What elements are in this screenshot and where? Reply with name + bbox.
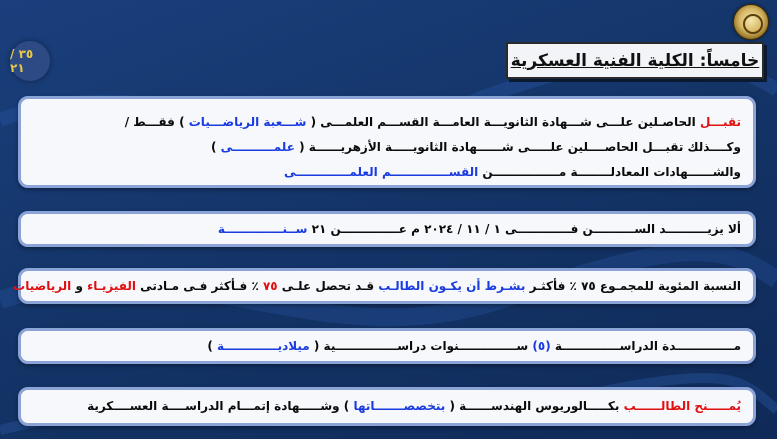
requirement-line-2: وكــــذلك تقبـــل الحاصــــلين علـــــى شــــــهادة الثانويـــــة الأزهريــــــة ( علمــــــــــى ) (210, 140, 741, 154)
requirement-line-1: تقبـــل الحاصـلين علـــى شـــهادة الثانويـــة العامـــة القســـم العلمـــى ( شـــعبة الرياضـــيات ) فقـــط / (124, 115, 741, 129)
degree-awarded-card (18, 387, 756, 426)
page-title: خامساً: الكلية الفنية العسكرية (510, 50, 760, 71)
age-requirement-card (18, 211, 756, 247)
percentage-requirement-card (13, 268, 756, 304)
academy-emblem-icon (733, 4, 769, 40)
study-duration-text: مــــــــــــــدة الدراســــــــــــــة (٥) ســــــــــــــنوات دراســـــــــــــــية ( ميلاديـــــــــــــة ) (207, 339, 741, 353)
study-duration-card (18, 328, 756, 364)
requirement-line-3: والشــــــهادات المعادلــــــــة مــــــــــــــــن القســــــــــــــم العلمـــــــــــــى (283, 165, 741, 179)
admission-requirement-card (18, 96, 756, 188)
section-title-box (506, 42, 764, 79)
age-requirement-text: ألا يزيــــــــــد الســــــــــن فـــــــــــــى ١ / ١١ / ٢٠٢٤ م عــــــــــــــن ٢١ ســنــــــــــــــة (217, 222, 741, 236)
percentage-requirement-text: النسبة المئوية للمجمـوع ٧٥ ٪ فأكثـر بشـرط أن يكـون الطالـب قـد تحصل علـى ٧٥ ٪ فـأكثر فـى مـادتى الفيزيـاء و الرياضيات (13, 279, 741, 293)
page-number-badge: ٣٥ / ٢١ (10, 41, 50, 81)
degree-awarded-text: يُمـــــنح الطالــــــب بكـــــالوريوس الهندســــــة ( بتخصصـــــــاتها ) وشـــــهادة إتمـــام الدراســــة العســــكرية (87, 399, 741, 413)
